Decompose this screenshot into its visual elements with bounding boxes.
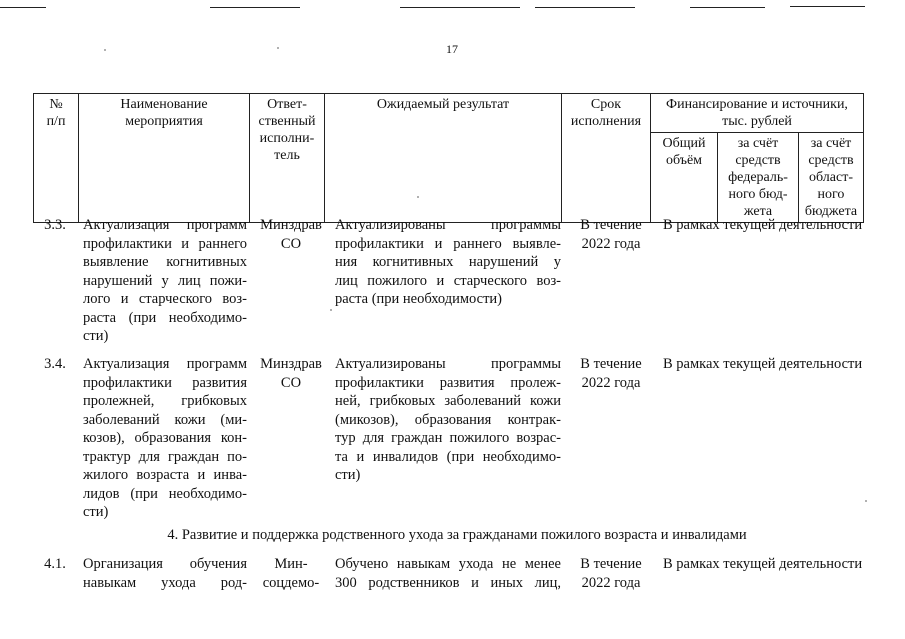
scan-speck [104,49,106,51]
row-number: 3.4. [44,356,66,372]
row-activity-name: Актуализация программ профилактики развития пролежней, грибковых заболеваний кожи (ми- козов), образования кон- трактур для граждан по- жилого возраста и инва- лидов (при необходимо- сти) [83,356,247,520]
row-expected-result: Актуализированы программы профилактики и раннего выявле- ния когнитивных нарушений у лиц пожилого и старческого воз- раста (при необходимости) [335,217,561,307]
row-term: В течение 2022 года [580,217,642,252]
scan-edge-line [790,6,865,7]
row-number: 3.3. [44,217,66,233]
header-col-term: Срок исполнения [562,94,651,223]
scan-speck [330,309,332,311]
header-col-fin-regional: за счёт средств област- ного бюджета [799,133,864,223]
scan-speck [865,500,867,502]
row-expected-result: Обучено навыкам ухода не менее 300 родственников и иных лиц, [335,556,561,591]
row-responsible: Мин- соцдемо- [262,556,320,591]
page-number: 17 [446,42,458,56]
row-expected-result: Актуализированы программы профилактики развития пролеж- ней, грибковых заболеваний кожи (микозов), образования контрак- тур для граждан пожилого возрас- та и инвалидов (при необходимо- сти) [335,356,561,483]
row-activity-name: Организация обучения навыкам ухода род- [83,556,247,591]
header-col-number: № п/п [34,94,79,223]
header-col-financing: Финансирование и источники, тыс. рублей [651,94,864,133]
header-col-fin-federal: за счёт средств федераль- ного бюд- жета [718,133,799,223]
header-col-responsible: Ответ- ственный исполни- тель [250,94,325,223]
row-responsible: Минздрав СО [260,356,322,391]
header-col-fin-total: Общий объём [651,133,718,223]
header-col-result: Ожидаемый результат [325,94,562,223]
scan-edge-line [210,7,300,8]
row-number: 4.1. [44,556,66,572]
row-term: В течение 2022 года [580,356,642,391]
scan-edge-line [400,7,520,8]
section-title: 4. Развитие и поддержка родственного ухода за гражданами пожилого возраста и инвалидами [167,527,747,543]
scan-edge-line [690,7,765,8]
row-activity-name: Актуализация программ профилактики и раннего выявление когнитивных нарушений у лиц пожи- лого и старческого воз- раста (при необходимо- сти) [83,217,247,344]
row-financing: В рамках текущей деятельности [663,356,863,372]
row-financing: В рамках текущей деятельности [663,556,863,572]
scan-edge-line [0,7,46,8]
row-responsible: Минздрав СО [260,217,322,252]
row-financing: В рамках текущей деятельности [663,217,863,233]
scan-edge-line [535,7,635,8]
row-term: В течение 2022 года [580,556,642,591]
scan-speck [277,47,279,49]
header-col-name: Наименование мероприятия [79,94,250,223]
table-header [33,93,864,223]
